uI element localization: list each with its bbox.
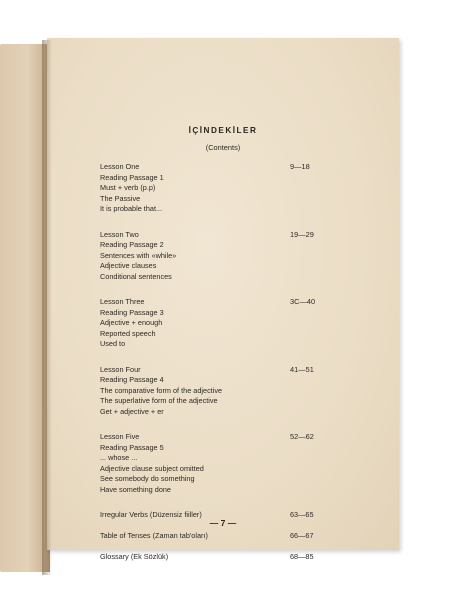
lesson-topic: See somebody do something [100,474,195,483]
lesson-entry [100,432,320,495]
lesson-list [100,162,320,495]
appendix-title: Glossary (Ek Sözlük) [100,552,169,561]
table-of-contents [100,162,320,573]
lesson-topic: Reading Passage 1 [100,172,164,182]
lesson-page-range: 9—18 [290,162,310,171]
appendix-entry [100,552,320,563]
appendix-page-range: 66—67 [290,531,314,540]
lesson-title: Lesson Four [100,364,141,374]
appendix-page-range: 63—65 [290,510,314,519]
lesson-entry [100,230,320,283]
lesson-topic: Have something done [100,484,171,494]
lesson-topic: Conditional sentences [100,271,172,281]
lesson-title: Lesson Two [100,229,139,239]
appendix-title: Irregular Verbs (Düzensiz fiiller) [100,510,202,519]
lesson-topic: Adjective + enough [100,318,163,327]
lesson-topic: Reported speech [100,328,156,338]
lesson-page-range: 52—62 [290,432,314,441]
contents-title: İÇİNDEKİLER [188,126,258,135]
lesson-topic: Reading Passage 3 [100,307,164,317]
page-number: — 7 — [209,518,237,528]
lesson-topic: Get + adjective + er [100,406,164,416]
lesson-topic: The comparative form of the adjective [100,385,223,395]
book-gutter-shadow [42,40,52,575]
lesson-topic: The superlative form of the adjective [100,396,218,405]
lesson-topic: ... whose ... [100,453,138,462]
lesson-topic: Must + verb (p.p) [100,183,156,192]
lesson-topic: It is probable that... [100,204,163,213]
lesson-page-range: 3C—40 [290,297,316,306]
lesson-entry [100,297,320,350]
lesson-topic: Used to [100,339,126,348]
lesson-entry [100,365,320,418]
lesson-topic: Reading Passage 5 [100,442,164,452]
lesson-topic: Reading Passage 2 [100,240,164,249]
appendix-title: Table of Tenses (Zaman tab'oları) [100,531,208,540]
appendix-page-range: 68—85 [290,552,314,561]
lesson-topic: The Passive [100,193,141,203]
lesson-topic: Adjective clause subject omitted [100,463,204,473]
lesson-page-range: 19—29 [290,229,314,239]
lesson-page-range: 41—51 [290,364,314,374]
contents-page [47,38,399,561]
lesson-entry [100,162,320,215]
contents-subtitle: (Contents) [205,143,241,152]
lesson-title: Lesson Five [100,432,140,441]
appendix-entry [100,531,320,542]
lesson-topic: Reading Passage 4 [100,375,164,384]
lesson-topic: Adjective clauses [100,261,157,270]
lesson-topic: Sentences with «while» [100,250,177,260]
lesson-title: Lesson One [100,162,140,171]
lesson-title: Lesson Three [100,297,145,306]
